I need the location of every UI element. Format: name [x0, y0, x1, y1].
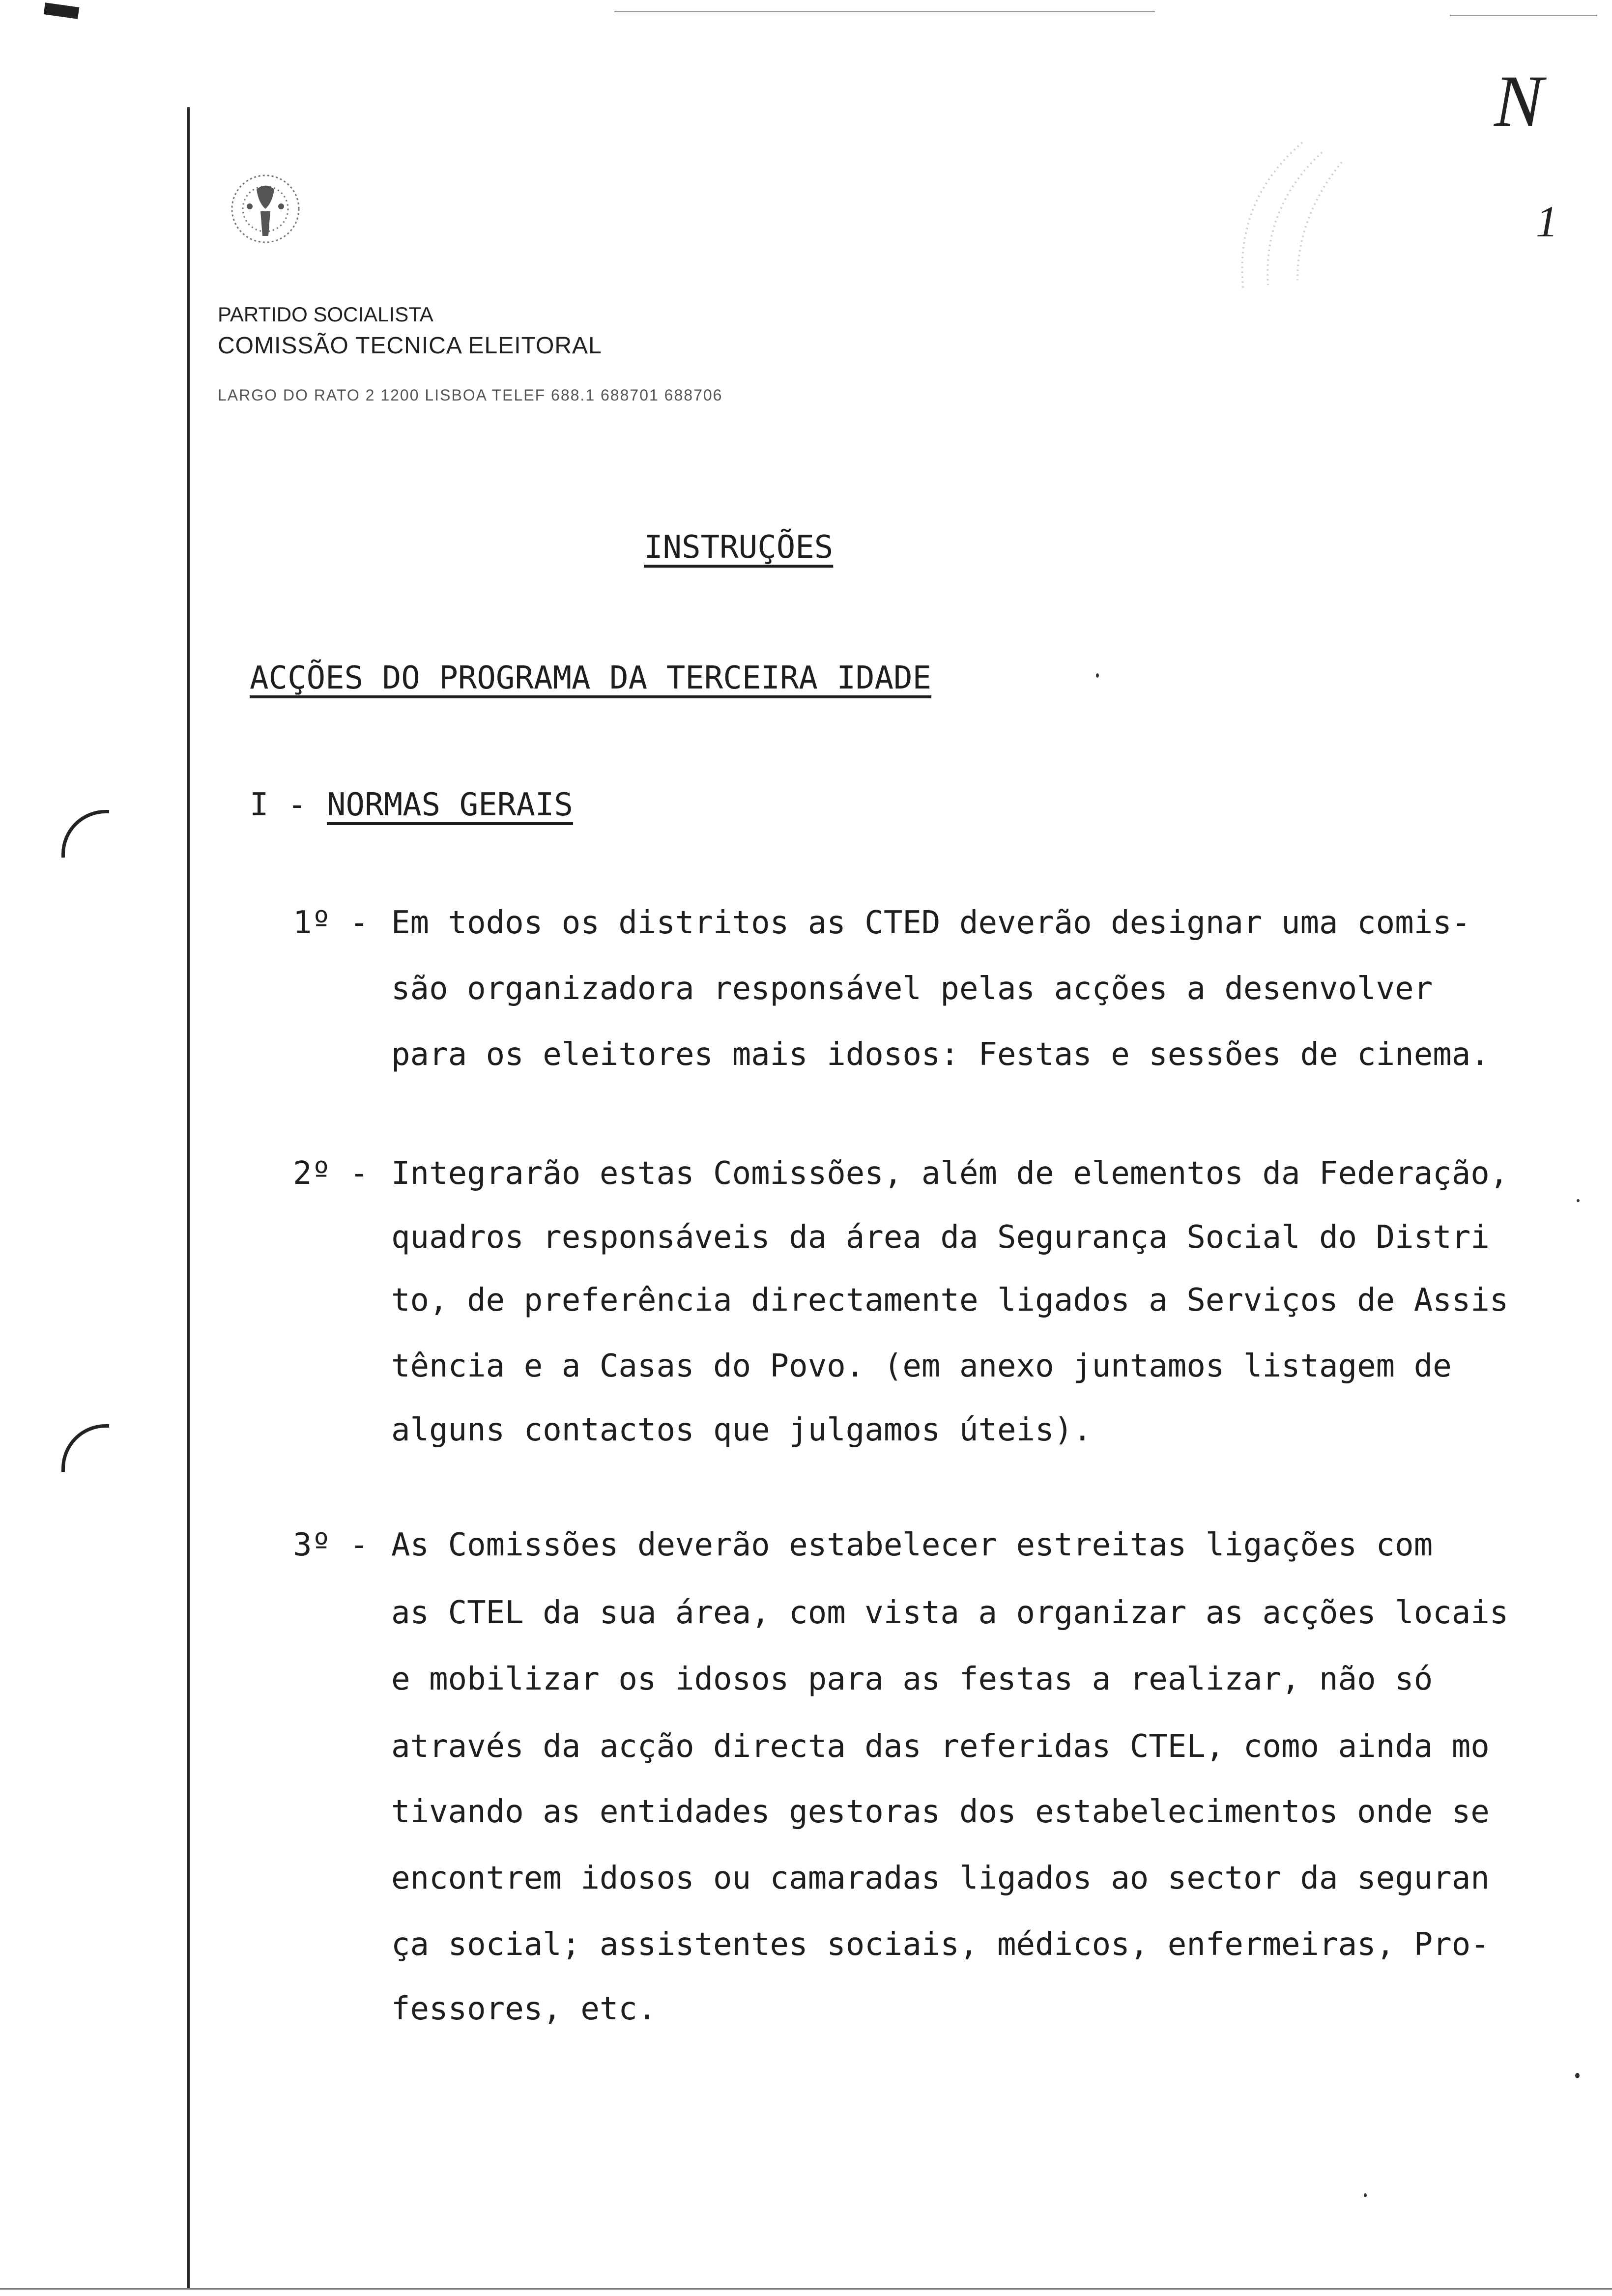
corner-scan-mark — [44, 2, 80, 19]
party-logo — [211, 162, 324, 260]
document-title: INSTRUÇÕES — [644, 529, 834, 566]
item-number: 3º - — [293, 1527, 369, 1563]
letterhead-commission-name: COMISSÃO TECNICA ELEITORAL — [218, 333, 602, 359]
item-text-line: to, de preferência directamente ligados a Serviços de Assis — [391, 1282, 1509, 1319]
section-title: NORMAS GERAIS — [327, 787, 573, 823]
document-subtitle: ACÇÕES DO PROGRAMA DA TERCEIRA IDADE — [250, 660, 932, 696]
letterhead-party-name: PARTIDO SOCIALISTA — [218, 303, 433, 326]
bottom-edge-rule — [0, 2288, 1612, 2290]
top-edge-dash — [614, 11, 1155, 12]
item-number: 1º - — [293, 905, 369, 941]
scan-speck — [1577, 1199, 1580, 1202]
item-text-line: As Comissões deverão estabelecer estreitas ligações com — [391, 1527, 1433, 1563]
punch-hole-mark — [61, 1424, 109, 1472]
scan-speck — [1096, 673, 1099, 678]
letterhead-address: LARGO DO RATO 2 1200 LISBOA TELEF 688.1 688701 688706 — [218, 386, 723, 404]
item-text-line: através da acção directa das referidas CTEL, como ainda mo — [391, 1728, 1490, 1765]
faint-stamp — [1229, 133, 1371, 369]
handwritten-page-number: 1 — [1536, 198, 1558, 246]
item-text-line: alguns contactos que julgamos úteis). — [391, 1412, 1092, 1448]
item-text-line: Em todos os distritos as CTED deverão designar uma comis- — [391, 905, 1471, 941]
item-text-line: fessores, etc. — [391, 1991, 657, 2027]
item-text-line: encontrem idosos ou camaradas ligados ao sector da seguran — [391, 1860, 1490, 1896]
item-text-line: são organizadora responsável pelas acções a desenvolver — [391, 971, 1433, 1007]
left-margin-rule — [187, 107, 190, 2289]
item-text-line: ça social; assistentes sociais, médicos, enfermeiras, Pro- — [391, 1926, 1490, 1963]
top-edge-dash — [1450, 15, 1597, 16]
item-text-line: para os eleitores mais idosos: Festas e sessões de cinema. — [391, 1036, 1490, 1073]
item-text-line: quadros responsáveis da área da Segurança Social do Distri — [391, 1219, 1490, 1256]
item-text-line: e mobilizar os idosos para as festas a realizar, não só — [391, 1661, 1433, 1697]
punch-hole-mark — [61, 810, 109, 858]
scan-speck — [1575, 2073, 1580, 2078]
item-text-line: as CTEL da sua área, com vista a organizar as acções locais — [391, 1595, 1509, 1631]
handwritten-top-mark: N — [1494, 60, 1544, 142]
item-text-line: tivando as entidades gestoras dos estabelecimentos onde se — [391, 1794, 1490, 1830]
section-number: I - — [250, 787, 307, 823]
scan-speck — [1364, 2193, 1367, 2197]
item-text-line: Integrarão estas Comissões, além de elementos da Federação, — [391, 1155, 1509, 1192]
item-number: 2º - — [293, 1155, 369, 1192]
item-text-line: tência e a Casas do Povo. (em anexo juntamos listagem de — [391, 1348, 1452, 1384]
